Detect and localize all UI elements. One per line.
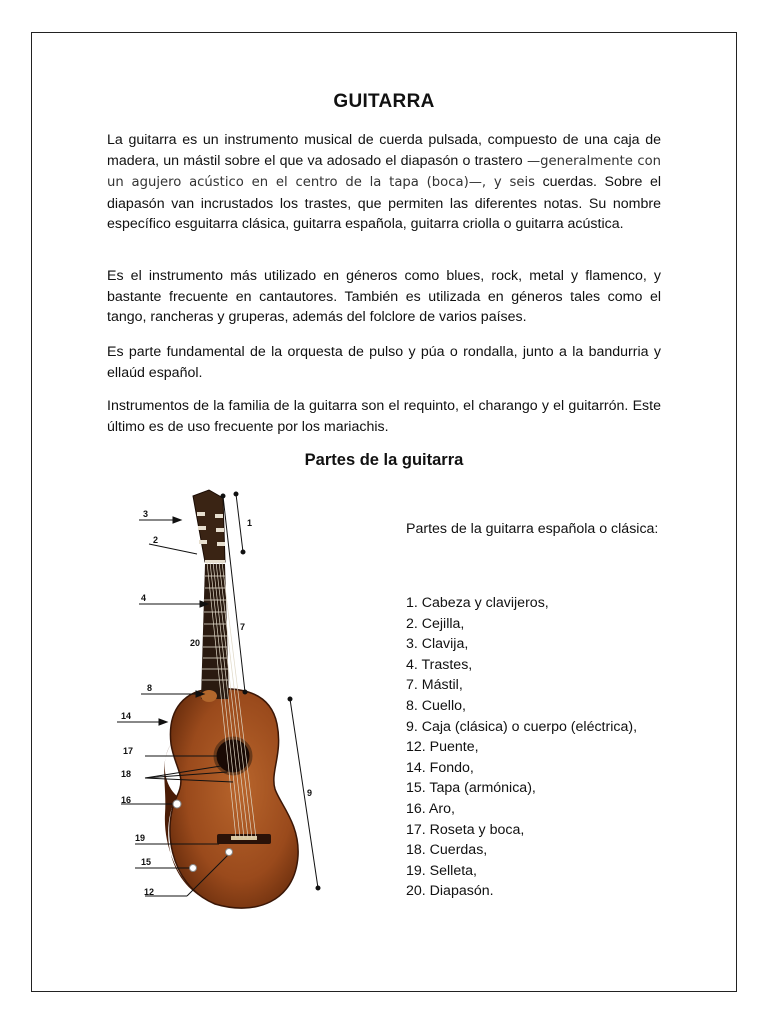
list-item: 4. Trastes, bbox=[406, 656, 473, 673]
document-title: GUITARRA bbox=[333, 91, 435, 112]
list-item: 15. Tapa (armónica), bbox=[406, 780, 536, 797]
list-item: 8. Cuello, bbox=[406, 697, 466, 714]
label-14: 14 bbox=[121, 711, 132, 721]
parts-intro: Partes de la guitarra española o clásica: bbox=[406, 521, 659, 537]
label-4: 4 bbox=[141, 593, 147, 603]
intro-text-c: cuerdas. Sobre el diapasón van incrustados los trastes, que permiten las diferentes notas. Su nombre específico esguitarra clásica, guitarra española, guitarra criolla o guitarra acústica. bbox=[107, 174, 661, 232]
label-3: 3 bbox=[143, 509, 149, 519]
guitar-diagram bbox=[105, 484, 345, 916]
list-item: 20. Diapasón. bbox=[406, 883, 494, 900]
family-paragraph: Instrumentos de la familia de la guitarra son el requinto, el charango y el guitarrón. Este último es de uso frecuente por los mariachis. bbox=[107, 398, 661, 435]
genres-paragraph: Es el instrumento más utilizado en géneros como blues, rock, metal y flamenco, y bastante frecuente en cantautores. También es utilizada en géneros tales como el tango, rancheras y gruperas, además del folclore de varios países. bbox=[107, 268, 661, 325]
label-18: 18 bbox=[121, 769, 132, 779]
section-subtitle: Partes de la guitarra bbox=[304, 451, 464, 469]
list-item: 2. Cejilla, bbox=[406, 615, 465, 632]
list-item: 9. Caja (clásica) o cuerpo (eléctrica), bbox=[406, 718, 638, 735]
guitar-body bbox=[170, 689, 298, 908]
label-7: 7 bbox=[240, 622, 246, 632]
label-20: 20 bbox=[190, 638, 201, 648]
list-item: 19. Selleta, bbox=[406, 862, 477, 879]
label-15: 15 bbox=[141, 857, 152, 867]
intro-paragraph bbox=[107, 130, 661, 235]
list-item: 18. Cuerdas, bbox=[406, 842, 488, 859]
list-item: 1. Cabeza y clavijeros, bbox=[406, 595, 549, 611]
parts-list bbox=[406, 593, 637, 902]
guitar-head bbox=[193, 490, 225, 562]
orchestra-paragraph: Es parte fundamental de la orquesta de pulso y púa o rondalla, junto a la bandurria y ellaúd español. bbox=[107, 344, 661, 381]
list-item: 12. Puente, bbox=[406, 739, 479, 756]
intro-text-aside: —generalmente con un agujero acústico en el centro de la tapa (boca)—, y seis bbox=[107, 153, 662, 190]
list-item: 17. Roseta y boca, bbox=[406, 821, 525, 838]
label-17: 17 bbox=[123, 746, 134, 756]
label-1: 1 bbox=[247, 518, 253, 528]
label-12: 12 bbox=[144, 887, 155, 897]
list-item: 3. Clavija, bbox=[406, 636, 469, 653]
list-item: 14. Fondo, bbox=[406, 759, 474, 776]
label-8: 8 bbox=[147, 683, 153, 693]
intro-text-a: La guitarra es un instrumento musical de cuerda pulsada, compuesto de una caja de madera, un mástil sobre el que va adosado el diapasón o trastero bbox=[107, 132, 661, 169]
label-2: 2 bbox=[153, 535, 159, 545]
label-9: 9 bbox=[307, 788, 313, 798]
list-item: 16. Aro, bbox=[406, 800, 455, 817]
label-16: 16 bbox=[121, 795, 132, 805]
label-19: 19 bbox=[135, 833, 146, 843]
list-item: 7. Mástil, bbox=[406, 677, 463, 694]
